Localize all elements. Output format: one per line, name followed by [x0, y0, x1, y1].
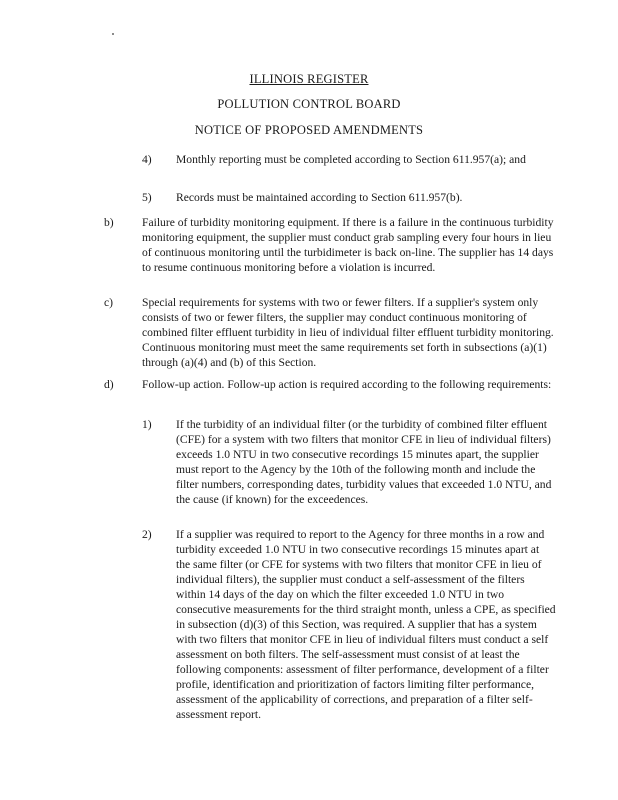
item-label-4: 4) — [142, 153, 152, 166]
item-text-d2: If a supplier was required to report to the Agency for three months in a row and turbidity exceeded 1.0 NTU in two consecutive recordings 15 minutes apart at the same filter (or CFE for systems with two filters that monitor CFE in lieu of individual filters), the supplier must conduct a self-assessment of the filters within 14 days of the day on which the filter exceeded 1.0 NTU in two consecutive measurements for the third straight month, unless a CPE, as specified in subsection (d)(3) of this Section, was required. A supplier that has a system with two filters that monitor CFE in lieu of individual filters must conduct a self assessment on both filters. The self-assessment must consist of at least the following components: assessment of filter performance, development of a filter profile, identification and prioritization of factors limiting filter performance, assessment of the applicability of corrections, and preparation of a filter self-assessment report. — [176, 528, 556, 721]
scan-speck — [112, 33, 114, 35]
notice-title: NOTICE OF PROPOSED AMENDMENTS — [194, 123, 424, 137]
subsection-text-c: Special requirements for systems with two or fewer filters. If a supplier's system only consists of two or fewer filters, the supplier may conduct continuous monitoring of combined filter effluent turbidity in lieu of individual filter effluent turbidity monitoring. Continuous monitoring must meet the same requirements set forth in subsections (a)(1) through (a)(4) and (b) of this Section. — [142, 296, 554, 369]
item-label-d1: 1) — [142, 418, 152, 431]
item-text-5: Records must be maintained according to Section 611.957(b). — [176, 191, 463, 204]
item-text-d1: If the turbidity of an individual filter (or the turbidity of combined filter effluent (CFE) for a system with two filters that monitor CFE in lieu of individual filters) exceeds 1.0 NTU in two consecutive recordings 15 minutes apart, the supplier must report to the Agency by the 10th of the following month and include the filter numbers, corresponding dates, turbidity values that exceeded 1.0 NTU, and the cause (if known) for the exceedences. — [176, 418, 552, 506]
subsection-label-d: d) — [104, 378, 114, 391]
item-label-d2: 2) — [142, 528, 152, 541]
item-text-4: Monthly reporting must be completed according to Section 611.957(a); and — [176, 153, 526, 166]
subsection-text-b: Failure of turbidity monitoring equipment. If there is a failure in the continuous turbidity monitoring equipment, the supplier must conduct grab sampling every four hours in lieu of continuous monitoring until the turbidimeter is back on-line. The supplier has 14 days to resume continuous monitoring before a violation is incurred. — [142, 216, 554, 274]
register-title: ILLINOIS REGISTER — [249, 72, 369, 86]
board-title: POLLUTION CONTROL BOARD — [217, 97, 401, 111]
subsection-text-d: Follow-up action. Follow-up action is required according to the following requirements: — [142, 378, 552, 391]
item-label-5: 5) — [142, 191, 152, 204]
subsection-label-b: b) — [104, 216, 114, 229]
subsection-label-c: c) — [104, 296, 114, 309]
